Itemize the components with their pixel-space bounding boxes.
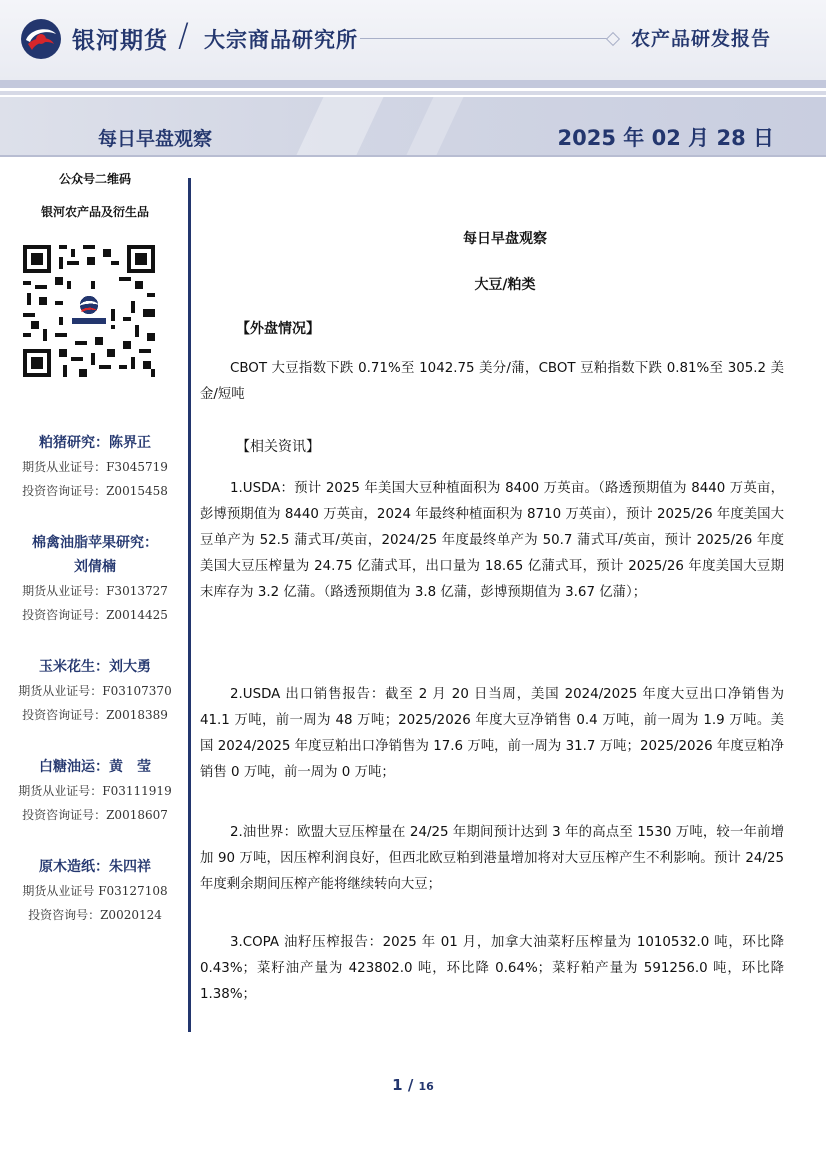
report-type: 农产品研发报告 — [630, 28, 771, 50]
decorative-line — [360, 38, 610, 39]
analyst-name: 原木造纸：朱四祥 — [39, 859, 151, 875]
title-divider — [0, 155, 826, 157]
header-rule-thin — [0, 91, 826, 95]
analyst-license: 期货从业证号 F03127108 — [22, 884, 168, 898]
analyst-advisor-id: 投资咨询证号：Z0014425 — [22, 608, 168, 622]
analyst-advisor-id: 投资咨询证号：Z0015458 — [22, 484, 168, 498]
analyst-name: 粕猪研究：陈界正 — [39, 435, 151, 451]
analyst-role: 棉禽油脂苹果研究： — [32, 535, 158, 551]
total-pages: 16 — [418, 1080, 434, 1093]
external-market-paragraph: CBOT 大豆指数下跌 0.71%至 1042.75 美分/蒲，CBOT 豆粕指数下跌 0.81%至 305.2 美金/短吨 — [200, 361, 784, 402]
analyst-advisor-id: 投资咨询证号：Z0018607 — [22, 808, 168, 822]
analyst-license: 期货从业证号：F3045719 — [22, 460, 168, 474]
current-page: 1 — [392, 1076, 403, 1094]
news-item: 3.COPA 油籽压榨报告：2025 年 01 月，加拿大油菜籽压榨量为 1010532.0 吨，环比降 0.43%；菜籽油产量为 423802.0 吨，环比降 0.64%；菜籽粕产量为 591256.0 吨，环比降 1.38%； — [200, 935, 784, 1002]
qr-heading: 公众号二维码 — [58, 172, 131, 186]
section-heading-news: 【相关资讯】 — [236, 439, 320, 455]
sidebar-divider — [188, 178, 191, 1032]
band-sheen — [296, 97, 383, 155]
section-heading-external: 【外盘情况】 — [236, 321, 320, 337]
analyst-license: 期货从业证号：F03107370 — [18, 684, 172, 698]
analyst-name: 白糖油运：黄 莹 — [39, 759, 151, 775]
report-date: 2025 年 02 月 28 日 — [557, 126, 774, 150]
news-item: 1.USDA：预计 2025 年美国大豆种植面积为 8400 万英亩。（路透预期值为 8440 万英亩，彭博预期值为 8440 万英亩，2024 年最终种植面积为 8710 万英亩），预计 2025/26 年度美国大豆单产为 52.5 蒲式耳/英亩，2024/25 年度最终单产为 50.7 蒲式耳/英亩，预计 2025/26 年度美国大豆压榨量为 24.75 亿蒲式耳，出口量为 18.65 亿蒲式耳，预计 2025/26 年度美国大豆期末库存为 3.2 亿蒲。（路透预期值为 3.8 亿蒲，彭博预期值为 3.67 亿蒲）； — [200, 481, 784, 600]
header-rule — [0, 80, 826, 88]
analyst-name: 玉米花生：刘大勇 — [39, 659, 151, 675]
analyst-license: 期货从业证号：F03111919 — [18, 784, 172, 798]
news-item: 2.USDA 出口销售报告：截至 2 月 20 日当周，美国 2024/2025 年度大豆出口净销售为 41.1 万吨，前一周为 48 万吨；2025/2026 年度大豆净销售 0.4 万吨，前一周为 1.9 万吨。美国 2024/2025 年度豆粕出口净销售为 17.6 万吨，前一周为 31.7 万吨；2025/2026 年度豆粕净销售 0 万吨，前一周为 0 万吨； — [200, 687, 784, 780]
content-title: 每日早盘观察 — [463, 231, 547, 247]
band-sheen — [406, 97, 463, 155]
wechat-qr-code-icon — [23, 245, 155, 377]
content-subtitle: 大豆/粕类 — [474, 277, 536, 293]
analyst-advisor-id: 投资咨询证号：Z0018389 — [22, 708, 168, 722]
galaxy-futures-logo-icon — [20, 18, 62, 60]
brand-name: 银河期货 — [72, 28, 168, 54]
institute-name: 大宗商品研究所 — [204, 28, 358, 52]
header-separator: / — [178, 16, 189, 54]
analyst-license: 期货从业证号：F3013727 — [22, 584, 168, 598]
news-item: 2.油世界：欧盟大豆压榨量在 24/25 年期间预计达到 3 年的高点至 1530 万吨，较一年前增加 90 万吨，因压榨利润良好，但西北欧豆粕到港量增加将对大豆压榨产生不利影响。预计 24/25 年度剩余期间压榨产能将继续转向大豆； — [200, 825, 784, 892]
qr-subheading: 银河农产品及衍生品 — [40, 205, 149, 219]
analyst-name: 刘倩楠 — [74, 559, 116, 575]
page-separator: / — [407, 1076, 414, 1094]
analyst-advisor-id: 投资咨询号：Z0020124 — [28, 908, 162, 922]
report-title: 每日早盘观察 — [98, 128, 213, 150]
page-number — [0, 1076, 826, 1094]
